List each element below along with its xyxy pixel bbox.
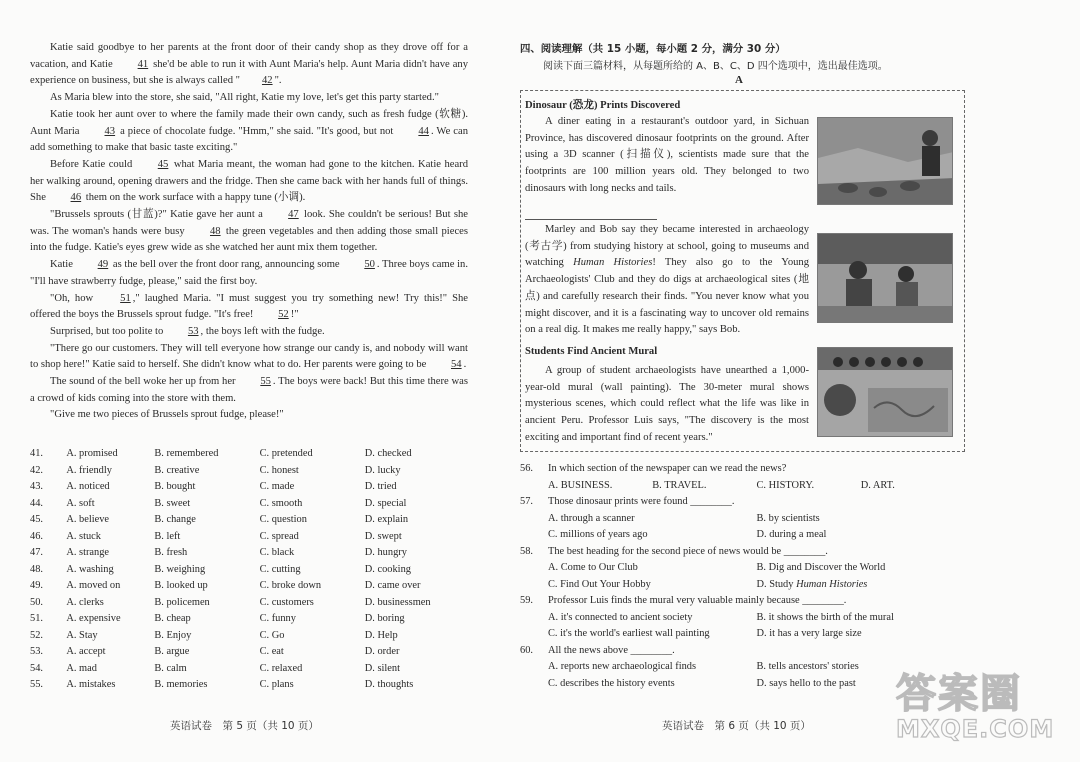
- cloze-blank: 47: [288, 209, 299, 221]
- page-footer-left: 英语试卷 第 5 页（共 10 页）: [170, 720, 319, 732]
- cloze-blank: 49: [97, 259, 109, 271]
- option-d: D. swept: [364, 530, 402, 542]
- option-c: C. eat: [259, 646, 284, 657]
- paragraph-text: . Three boys came in. "I'll have strawberry fudge, please," said the first boy.: [30, 259, 469, 287]
- question-text: The best heading for the second piece of news would be ________.: [548, 545, 828, 557]
- option-d: D. checked: [364, 448, 412, 459]
- option-d: D. businessmen: [364, 596, 431, 608]
- option-c: C. broke down: [259, 580, 322, 591]
- option-number: 45.: [30, 514, 43, 525]
- page-footer-right: 英语试卷 第 6 页（共 10 页）: [662, 720, 811, 732]
- cloze-paragraph: "Give me two pieces of Brussels sprout fudge, please!": [50, 409, 284, 421]
- answer-option: C. describes the history events: [548, 677, 675, 689]
- option-a: A. promised: [66, 448, 118, 459]
- cloze-option-row: [30, 529, 470, 546]
- option-number: 46.: [30, 530, 43, 542]
- option-b: B. policemen: [154, 596, 210, 608]
- answer-option: A. it's connected to ancient society: [548, 611, 693, 623]
- option-a: A. mad: [66, 662, 97, 674]
- question-stem: [520, 461, 965, 478]
- question-text: All the news above ________.: [548, 644, 675, 656]
- question-number: 58.: [520, 545, 533, 557]
- cloze-paragraph: [30, 341, 468, 374]
- dinosaur-footprint-photo: [817, 117, 953, 205]
- option-c: C. spread: [259, 530, 299, 542]
- option-number: 54.: [30, 662, 43, 674]
- option-a: A. accept: [66, 646, 106, 657]
- answer-option: B. by scientists: [756, 512, 820, 524]
- cloze-blank: 50: [364, 259, 375, 271]
- paragraph-text: ".: [274, 75, 282, 87]
- option-c: C. black: [259, 547, 295, 558]
- question-stem: [520, 643, 965, 660]
- answer-option: D. ART.: [860, 479, 895, 491]
- option-a: A. washing: [66, 563, 114, 575]
- archaeology-dig-photo: [817, 233, 953, 323]
- cloze-option-row: [30, 595, 470, 612]
- cloze-option-row: [30, 677, 470, 694]
- option-b: B. left: [154, 530, 181, 542]
- answer-option: C. HISTORY.: [756, 479, 815, 491]
- archaeology-dig-photo-graphic: [818, 234, 953, 323]
- cloze-blank: 52: [278, 309, 289, 321]
- option-a: A. Stay: [66, 629, 98, 641]
- answer-option: C. millions of years ago: [548, 529, 648, 540]
- mural-team-photo: [817, 347, 953, 437]
- answer-options-row: [520, 626, 965, 643]
- paragraph-text: a piece of chocolate fudge. "Hmm," she said. "It's good, but not: [117, 125, 397, 137]
- right-page: [520, 0, 965, 762]
- option-a: A. moved on: [66, 580, 121, 591]
- paragraph-text: . We can add something to make that basic taste exciting.": [30, 125, 468, 154]
- cloze-option-row: [30, 479, 470, 496]
- answer-option: A. reports new archaeological finds: [548, 661, 697, 672]
- news-body-archaeology-club: Marley and Bob say they became interested in archaeology (考古学) from studying history at school, going to museums and watching Human Histories! They also go to the Young Archaeologists' Club and they do digs at archaeological sites (地点) and carefully research their finds. "You never know what you might discover, and it is a fascinating way to uncover old remains on a real dig. It makes me really happy," says Bob.: [525, 224, 810, 336]
- answer-option: D. it has a very large size: [756, 628, 862, 639]
- option-c: C. Go: [259, 629, 285, 641]
- cloze-passage: [30, 40, 468, 424]
- news-body-mural: A group of student archaeologists have unearthed a 1,000-year-old mural (wall painting). The 30-meter mural shows mysterious scenes, which could reflect what the life was like in ancient Peru. Professor Luis says, "The discovery is the most exciting and important find of recent years.": [525, 365, 809, 443]
- answer-option: A. Come to Our Club: [548, 562, 638, 573]
- passage-label: A: [735, 74, 743, 86]
- option-b: B. calm: [154, 662, 187, 674]
- question-stem: [520, 544, 965, 561]
- option-d: D. cooking: [364, 563, 411, 575]
- option-number: 50.: [30, 596, 43, 608]
- option-a: A. expensive: [66, 613, 121, 624]
- answer-option: C. Find Out Your Hobby: [548, 578, 651, 590]
- option-d: D. boring: [364, 613, 405, 624]
- question-number: 60.: [520, 644, 533, 656]
- option-number: 44.: [30, 497, 43, 509]
- cloze-option-row: [30, 611, 470, 628]
- cloze-blank: 53: [187, 325, 199, 337]
- option-number: 53.: [30, 646, 43, 657]
- answer-option: B. TRAVEL.: [652, 479, 707, 491]
- paragraph-text: "Brussels sprouts (甘蓝)?" Katie gave her aunt a: [50, 209, 267, 221]
- reading-questions: [520, 461, 965, 692]
- cloze-blank: 41: [137, 58, 149, 70]
- option-number: 55.: [30, 679, 43, 690]
- option-c: C. plans: [259, 679, 294, 690]
- cloze-paragraph: [30, 291, 468, 324]
- cloze-paragraph: [30, 107, 468, 157]
- option-a: A. mistakes: [66, 679, 116, 690]
- paragraph-text: what Maria meant, the woman had gone to the kitchen. Katie heard her walking around, opening drawers and the fridge. Then she came back with her hands full of things. She: [30, 158, 469, 204]
- paragraph-text: Katie took her aunt over to where the family made their own candy, such as fresh fudge (软糖). Aunt Maria: [30, 108, 468, 137]
- option-b: B. fresh: [154, 547, 188, 558]
- option-d: D. special: [364, 497, 407, 509]
- news-body-dinosaur: A diner eating in a restaurant's outdoor yard, in Sichuan Province, has discovered dinosaur footprints on the ground. After using a 3D scanner (扫描仪), scientists made sure that the footprints are 100 million years old. They belonged to two dinosaurs with long necks and tails.: [525, 116, 809, 194]
- option-b: B. cheap: [154, 613, 191, 624]
- cloze-option-row: [30, 644, 470, 661]
- cloze-options: [30, 446, 470, 694]
- option-b: B. argue: [154, 646, 190, 657]
- paragraph-text: !": [290, 309, 299, 321]
- option-c: C. relaxed: [259, 662, 303, 674]
- option-number: 52.: [30, 629, 43, 641]
- option-number: 51.: [30, 613, 43, 624]
- news-separator: [525, 219, 657, 220]
- section-instruction: 阅读下面三篇材料，从每题所给的 A、B、C、D 四个选项中，选出最佳选项。: [543, 61, 888, 72]
- answer-option: C. it's the world's earliest wall painting: [548, 628, 710, 639]
- option-d: D. lucky: [364, 464, 401, 476]
- option-c: C. funny: [259, 613, 296, 624]
- option-d: D. tried: [364, 481, 397, 492]
- question-number: 59.: [520, 595, 533, 606]
- answer-options-row: [520, 527, 965, 544]
- paragraph-text: "There go our customers. They will tell everyone how strange our candy is, and nobody will want to shop here!" Katie said to herself. She didn't know what to do. Her parents were going to be: [30, 342, 468, 371]
- option-b: B. weighing: [154, 563, 206, 575]
- watermark-url: MXQE.COM: [896, 715, 1055, 743]
- option-c: C. customers: [259, 596, 314, 608]
- option-b: B. creative: [154, 464, 200, 476]
- option-number: 42.: [30, 464, 43, 476]
- option-c: C. cutting: [259, 563, 301, 575]
- question-stem: [520, 593, 965, 610]
- answer-option: A. BUSINESS.: [548, 479, 613, 491]
- question-text: Professor Luis finds the mural very valuable mainly because ________.: [548, 595, 847, 606]
- paragraph-text: Surprised, but too polite to: [50, 325, 166, 337]
- question-number: 56.: [520, 463, 533, 474]
- cloze-blank: 46: [70, 192, 82, 204]
- option-b: B. memories: [154, 679, 208, 690]
- paragraph-text: look. She couldn't be serious! But she was. The woman's hands were busy: [30, 209, 468, 237]
- show-title: Human Histories: [573, 257, 653, 269]
- question-stem: [520, 494, 965, 511]
- paragraph-text: The sound of the bell woke her up from her: [50, 376, 239, 388]
- option-a: A. noticed: [66, 481, 110, 492]
- watermark-logo-text: 答案圈: [896, 671, 1022, 717]
- cloze-blank: 51: [120, 292, 131, 304]
- answer-option: B. Dig and Discover the World: [756, 562, 886, 573]
- answer-option: B. it shows the birth of the mural: [756, 611, 894, 623]
- paragraph-text: Katie: [50, 259, 76, 271]
- cloze-paragraph: [30, 324, 468, 341]
- option-a: A. believe: [66, 514, 110, 525]
- cloze-option-row: [30, 562, 470, 579]
- paragraph-text: the green vegetables and then adding those small pieces into the fudge. Katie's eyes grew wide as she watched her aunt mix them together.: [30, 225, 468, 254]
- question-number: 57.: [520, 496, 533, 507]
- answer-options-row: [520, 610, 965, 627]
- paragraph-text: Katie said goodbye to her parents at the front door of their candy shop as they drove off for a vacation, and Katie: [30, 42, 468, 70]
- option-a: A. stuck: [66, 530, 101, 542]
- paragraph-text: them on the work surface with a happy tune (小调).: [83, 192, 306, 204]
- option-a: A. soft: [66, 497, 95, 509]
- paragraph-text: "Oh, how: [50, 292, 99, 304]
- option-d: D. hungry: [364, 547, 407, 558]
- answer-options-row: [520, 478, 965, 495]
- paragraph-text: . The boys were back! But this time there was a crowd of kids coming into the store with them.: [30, 376, 468, 404]
- cloze-paragraph: [30, 207, 468, 257]
- answer-options-row: [520, 560, 965, 577]
- cloze-paragraph: [30, 40, 468, 90]
- option-c: C. made: [259, 481, 295, 492]
- cloze-option-row: [30, 463, 470, 480]
- cloze-option-row: [30, 661, 470, 678]
- cloze-blank: 43: [104, 125, 116, 137]
- cloze-paragraph: As Maria blew into the store, she said, "All right, Katie my love, let's get this party started.": [50, 92, 439, 104]
- mural-team-photo-graphic: [818, 348, 953, 437]
- news-title-mural: Students Find Ancient Mural: [525, 346, 658, 357]
- option-b: B. change: [154, 514, 196, 525]
- cloze-blank: 54: [451, 359, 462, 371]
- option-b: B. sweet: [154, 497, 191, 509]
- option-b: B. remembered: [154, 448, 219, 459]
- option-a: A. strange: [66, 547, 110, 558]
- news-box: [520, 90, 965, 452]
- answer-options-row: [520, 577, 965, 594]
- option-number: 43.: [30, 481, 43, 492]
- option-d: D. explain: [364, 514, 409, 525]
- option-number: 41.: [30, 448, 43, 459]
- watermark-logo: [896, 662, 1072, 758]
- paragraph-text: as the bell over the front door rang, announcing some: [110, 259, 343, 271]
- paragraph-text: , the boys left with the fudge.: [200, 325, 325, 337]
- section-header: 四、阅读理解（共 15 小题，每小题 2 分，满分 30 分）: [520, 43, 786, 55]
- cloze-paragraph: [30, 257, 468, 290]
- question-text: In which section of the newspaper can we read the news?: [548, 463, 787, 474]
- option-number: 48.: [30, 563, 43, 575]
- option-d: D. order: [364, 646, 400, 657]
- cloze-option-row: [30, 628, 470, 645]
- cloze-blank: 48: [209, 225, 221, 237]
- cloze-option-row: [30, 578, 470, 595]
- answer-options-row: [520, 511, 965, 528]
- paragraph-text: .: [463, 359, 467, 371]
- option-c: C. honest: [259, 464, 299, 476]
- option-c: C. question: [259, 514, 307, 525]
- cloze-blank: 55: [260, 376, 271, 388]
- answer-option: A. through a scanner: [548, 512, 635, 524]
- left-page: [30, 0, 470, 762]
- paragraph-text: ," laughed Maria. "I must suggest you try something new! Try this!" She offered the boys the Brussels sprout fudge. "It's free!: [30, 292, 468, 321]
- paragraph-text: she'd be able to run it with Aunt Maria's help. Aunt Maria didn't have any experience on business, but she is always called ": [30, 58, 468, 87]
- question-text: Those dinosaur prints were found ________.: [548, 496, 735, 507]
- option-b: B. Enjoy: [154, 629, 192, 641]
- option-a: A. friendly: [66, 464, 112, 476]
- cloze-option-row: [30, 496, 470, 513]
- option-d: D. silent: [364, 662, 400, 674]
- option-number: 47.: [30, 547, 43, 558]
- cloze-paragraph: [30, 157, 468, 207]
- option-a: A. clerks: [66, 596, 104, 608]
- cloze-blank: 44: [418, 125, 429, 137]
- option-b: B. looked up: [154, 580, 208, 591]
- cloze-option-row: [30, 446, 470, 463]
- news-title-dinosaur: Dinosaur (恐龙) Prints Discovered: [525, 100, 681, 111]
- cloze-option-row: [30, 545, 470, 562]
- answer-option: D. during a meal: [756, 529, 827, 540]
- cloze-option-row: [30, 512, 470, 529]
- answer-option: D. says hello to the past: [756, 677, 856, 689]
- cloze-paragraph: [30, 374, 468, 407]
- dinosaur-footprint-photo-graphic: [818, 118, 953, 205]
- option-c: C. smooth: [259, 497, 303, 509]
- option-d: D. came over: [364, 580, 421, 591]
- answer-option: D. Study Human Histories: [756, 578, 868, 590]
- cloze-blank: 45: [157, 158, 169, 170]
- paragraph-text: Before Katie could: [50, 158, 136, 170]
- option-d: D. thoughts: [364, 679, 414, 690]
- option-b: B. bought: [154, 481, 196, 492]
- option-d: D. Help: [364, 629, 398, 641]
- option-number: 49.: [30, 580, 43, 591]
- answer-option: B. tells ancestors' stories: [756, 661, 859, 672]
- option-c: C. pretended: [259, 448, 313, 459]
- cloze-blank: 42: [261, 75, 273, 87]
